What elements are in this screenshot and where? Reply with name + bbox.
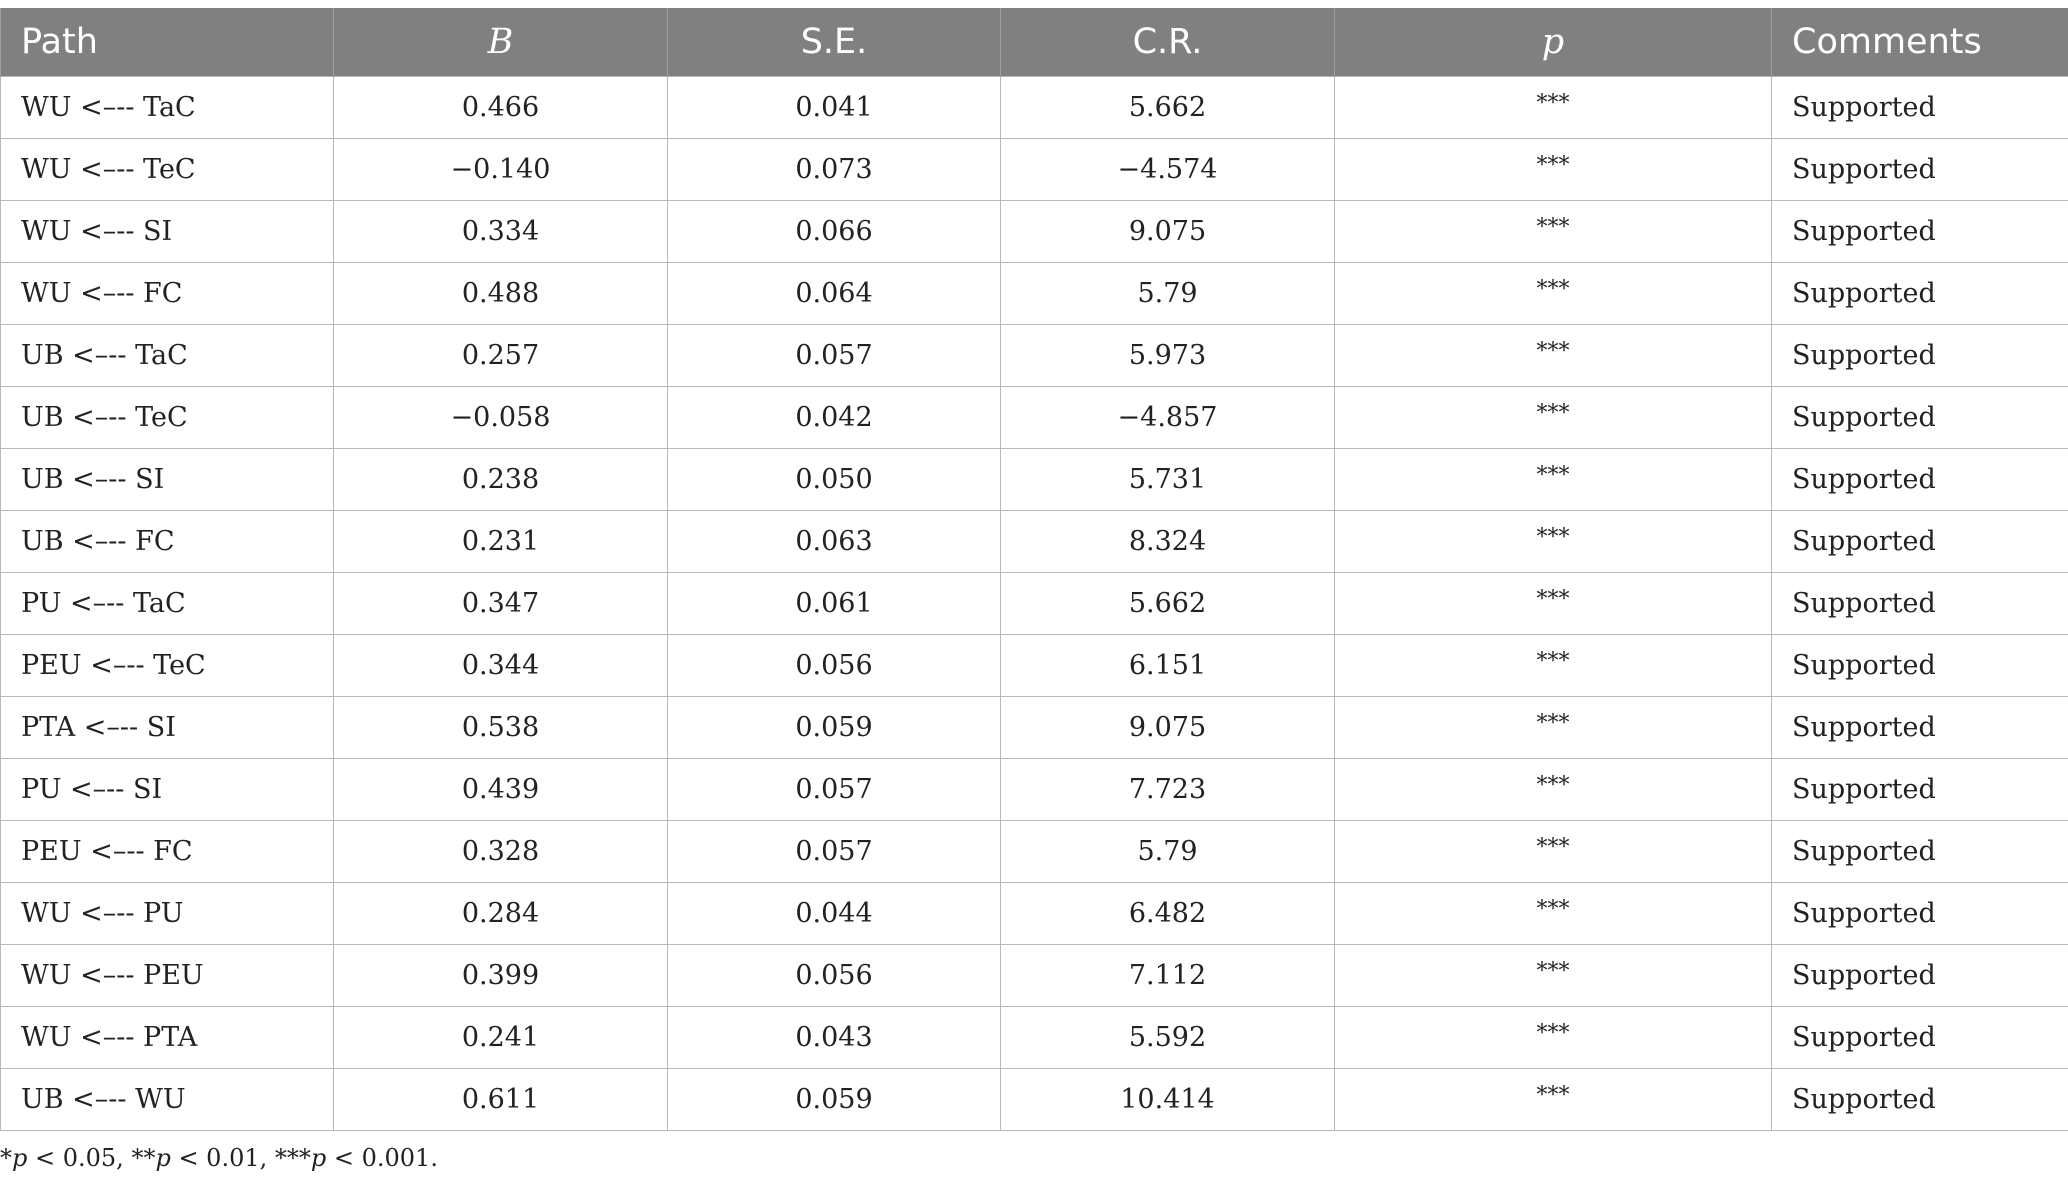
cell-b: 0.257	[334, 325, 668, 387]
significance-footnote	[0, 1144, 438, 1172]
header-comments: Comments	[1772, 8, 2068, 77]
cell-cr: 5.662	[1001, 573, 1335, 635]
cell-cr: 5.592	[1001, 1007, 1335, 1069]
cell-comments: Supported	[1772, 759, 2068, 821]
cell-b: 0.347	[334, 573, 668, 635]
cell-comments: Supported	[1772, 821, 2068, 883]
cell-path: WU <–-- TaC	[1, 77, 334, 139]
cell-comments: Supported	[1772, 325, 2068, 387]
table-row	[1, 759, 2068, 821]
footnote-part: p	[12, 1144, 28, 1172]
header-path: Path	[1, 8, 334, 77]
cell-path: WU <–-- PTA	[1, 1007, 334, 1069]
table-row	[1, 511, 2068, 573]
cell-cr: −4.574	[1001, 139, 1335, 201]
cell-p: ***	[1335, 821, 1772, 883]
cell-b: 0.284	[334, 883, 668, 945]
cell-cr: 6.151	[1001, 635, 1335, 697]
cell-b: −0.140	[334, 139, 668, 201]
cell-comments: Supported	[1772, 1007, 2068, 1069]
table-row	[1, 883, 2068, 945]
cell-b: 0.488	[334, 263, 668, 325]
cell-se: 0.066	[668, 201, 1001, 263]
footnote-part: < 0.01, ***	[170, 1144, 311, 1172]
cell-cr: 9.075	[1001, 697, 1335, 759]
cell-p: ***	[1335, 759, 1772, 821]
cell-comments: Supported	[1772, 883, 2068, 945]
cell-comments: Supported	[1772, 1069, 2068, 1131]
cell-se: 0.044	[668, 883, 1001, 945]
cell-p: ***	[1335, 1069, 1772, 1131]
footnote-part: < 0.05, **	[27, 1144, 156, 1172]
cell-path: UB <–-- TeC	[1, 387, 334, 449]
cell-p: ***	[1335, 449, 1772, 511]
cell-p: ***	[1335, 883, 1772, 945]
cell-cr: 5.973	[1001, 325, 1335, 387]
cell-cr: 10.414	[1001, 1069, 1335, 1131]
header-p-label: p	[1541, 22, 1565, 62]
cell-comments: Supported	[1772, 573, 2068, 635]
header-b-label: B	[487, 22, 514, 62]
cell-path: UB <–-- TaC	[1, 325, 334, 387]
cell-p: ***	[1335, 201, 1772, 263]
cell-b: 0.538	[334, 697, 668, 759]
cell-cr: 5.79	[1001, 821, 1335, 883]
cell-se: 0.059	[668, 1069, 1001, 1131]
cell-path: PU <–-- TaC	[1, 573, 334, 635]
cell-path: WU <–-- PU	[1, 883, 334, 945]
cell-path: UB <–-- WU	[1, 1069, 334, 1131]
cell-b: 0.231	[334, 511, 668, 573]
cell-comments: Supported	[1772, 263, 2068, 325]
cell-p: ***	[1335, 325, 1772, 387]
cell-cr: 5.662	[1001, 77, 1335, 139]
cell-path: WU <–-- SI	[1, 201, 334, 263]
cell-se: 0.042	[668, 387, 1001, 449]
cell-se: 0.073	[668, 139, 1001, 201]
cell-comments: Supported	[1772, 201, 2068, 263]
cell-p: ***	[1335, 77, 1772, 139]
cell-p: ***	[1335, 697, 1772, 759]
table-row	[1, 945, 2068, 1007]
cell-p: ***	[1335, 1007, 1772, 1069]
table-row	[1, 1007, 2068, 1069]
table-row	[1, 573, 2068, 635]
cell-cr: 7.112	[1001, 945, 1335, 1007]
cell-path: PU <–-- SI	[1, 759, 334, 821]
cell-comments: Supported	[1772, 139, 2068, 201]
results-table-wrapper	[0, 8, 2068, 1131]
cell-comments: Supported	[1772, 387, 2068, 449]
cell-cr: 6.482	[1001, 883, 1335, 945]
cell-cr: −4.857	[1001, 387, 1335, 449]
cell-se: 0.041	[668, 77, 1001, 139]
table-row	[1, 1069, 2068, 1131]
cell-b: 0.466	[334, 77, 668, 139]
cell-b: 0.611	[334, 1069, 668, 1131]
table-row	[1, 325, 2068, 387]
cell-se: 0.056	[668, 635, 1001, 697]
table-row	[1, 449, 2068, 511]
cell-cr: 8.324	[1001, 511, 1335, 573]
cell-path: PEU <–-- TeC	[1, 635, 334, 697]
cell-cr: 7.723	[1001, 759, 1335, 821]
footnote-part: < 0.001.	[326, 1144, 438, 1172]
cell-se: 0.057	[668, 759, 1001, 821]
cell-path: PEU <–-- FC	[1, 821, 334, 883]
cell-b: 0.328	[334, 821, 668, 883]
table-header-row	[1, 8, 2068, 77]
table-row	[1, 387, 2068, 449]
table-row	[1, 821, 2068, 883]
cell-p: ***	[1335, 945, 1772, 1007]
table-row	[1, 635, 2068, 697]
cell-comments: Supported	[1772, 945, 2068, 1007]
header-p	[1335, 8, 1772, 77]
footnote-part: p	[310, 1144, 327, 1172]
cell-se: 0.057	[668, 325, 1001, 387]
cell-b: 0.238	[334, 449, 668, 511]
cell-p: ***	[1335, 263, 1772, 325]
table-body	[1, 77, 2068, 1131]
cell-comments: Supported	[1772, 77, 2068, 139]
table-row	[1, 139, 2068, 201]
cell-se: 0.056	[668, 945, 1001, 1007]
cell-path: WU <–-- FC	[1, 263, 334, 325]
cell-path: UB <–-- SI	[1, 449, 334, 511]
table-row	[1, 697, 2068, 759]
cell-p: ***	[1335, 573, 1772, 635]
cell-b: 0.399	[334, 945, 668, 1007]
cell-se: 0.043	[668, 1007, 1001, 1069]
path-coefficients-table	[0, 8, 2068, 1131]
cell-se: 0.063	[668, 511, 1001, 573]
cell-p: ***	[1335, 139, 1772, 201]
cell-comments: Supported	[1772, 511, 2068, 573]
cell-b: 0.439	[334, 759, 668, 821]
cell-se: 0.064	[668, 263, 1001, 325]
footnote-part: *	[0, 1144, 12, 1172]
cell-cr: 9.075	[1001, 201, 1335, 263]
table-row	[1, 77, 2068, 139]
cell-se: 0.061	[668, 573, 1001, 635]
cell-b: 0.334	[334, 201, 668, 263]
cell-comments: Supported	[1772, 635, 2068, 697]
cell-b: 0.344	[334, 635, 668, 697]
cell-p: ***	[1335, 511, 1772, 573]
cell-comments: Supported	[1772, 449, 2068, 511]
footnote-part: p	[155, 1144, 171, 1172]
cell-comments: Supported	[1772, 697, 2068, 759]
cell-path: WU <–-- PEU	[1, 945, 334, 1007]
header-cr: C.R.	[1001, 8, 1335, 77]
cell-se: 0.059	[668, 697, 1001, 759]
cell-b: 0.241	[334, 1007, 668, 1069]
table-row	[1, 263, 2068, 325]
header-b	[334, 8, 668, 77]
cell-p: ***	[1335, 387, 1772, 449]
table-row	[1, 201, 2068, 263]
cell-cr: 5.79	[1001, 263, 1335, 325]
cell-path: WU <–-- TeC	[1, 139, 334, 201]
cell-p: ***	[1335, 635, 1772, 697]
cell-cr: 5.731	[1001, 449, 1335, 511]
cell-path: PTA <–-- SI	[1, 697, 334, 759]
cell-path: UB <–-- FC	[1, 511, 334, 573]
cell-b: −0.058	[334, 387, 668, 449]
cell-se: 0.050	[668, 449, 1001, 511]
cell-se: 0.057	[668, 821, 1001, 883]
header-se: S.E.	[668, 8, 1001, 77]
